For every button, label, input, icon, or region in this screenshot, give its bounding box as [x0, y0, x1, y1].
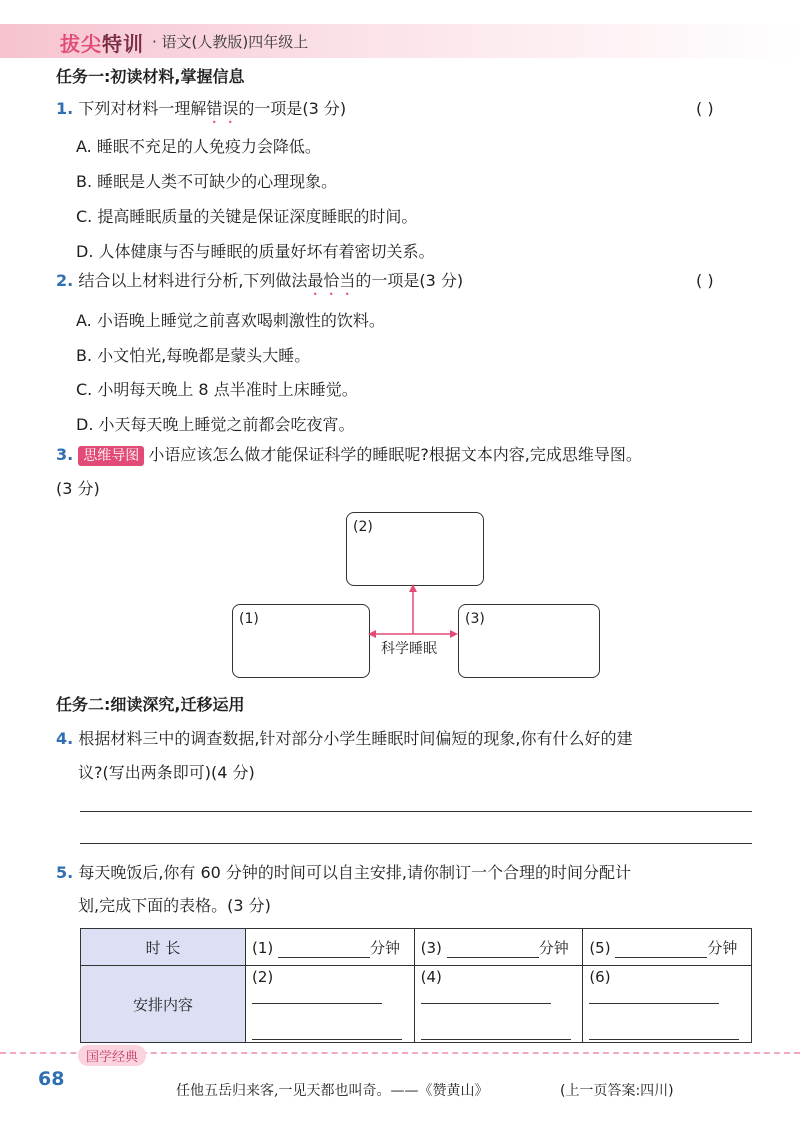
q1-option-b: B. 睡眠是人类不可缺少的心理现象。 — [76, 172, 338, 191]
mindmap-box-1[interactable]: (1) — [232, 604, 370, 678]
q2-option-d: D. 小天每天晚上睡觉之前都会吃夜宵。 — [76, 415, 355, 434]
book-info: · 语文(人教版)四年级上 — [152, 33, 309, 51]
question-2: 2. 结合以上材料进行分析,下列做法最恰当的一项是(3 分) — [56, 271, 464, 290]
q1-option-c: C. 提高睡眠质量的关键是保证深度睡眠的时间。 — [76, 207, 418, 226]
answer-line-1[interactable] — [80, 811, 752, 812]
content-cell-6[interactable]: (6) — [583, 966, 752, 1043]
question-3: 3. 思维导图 小语应该怎么做才能保证科学的睡眠呢?根据文本内容,完成思维导图。 — [56, 445, 642, 464]
question-3-score: (3 分) — [56, 479, 100, 498]
classics-tag: 国学经典 — [78, 1045, 146, 1066]
task1-title: 任务一:初读材料,掌握信息 — [56, 67, 245, 86]
mind-map-tag: 思维导图 — [78, 446, 144, 466]
answer-line-2[interactable] — [80, 843, 752, 844]
classic-quote: 任他五岳归来客,一见天都也叫奇。——《赞黄山》 — [176, 1083, 489, 1099]
duration-cell-1[interactable]: (1) 分钟 — [246, 929, 415, 966]
answer-blank-1[interactable]: ( ) — [696, 99, 714, 118]
question-5: 5. 每天晚饭后,你有 60 分钟的时间可以自主安排,请你制订一个合理的时间分配计 — [56, 863, 632, 882]
duration-cell-3[interactable]: (3) 分钟 — [414, 929, 583, 966]
time-plan-table — [80, 928, 752, 1043]
duration-cell-5[interactable]: (5) 分钟 — [583, 929, 752, 966]
q2-option-b: B. 小文怕光,每晚都是蒙头大睡。 — [76, 346, 311, 365]
q1-option-d: D. 人体健康与否与睡眠的质量好坏有着密切关系。 — [76, 242, 435, 261]
previous-answer: (上一页答案:四川) — [560, 1083, 674, 1099]
page-number: 68 — [38, 1068, 65, 1090]
q2-option-a: A. 小语晚上睡觉之前喜欢喝刺激性的饮料。 — [76, 311, 385, 330]
q2-option-c: C. 小明每天晚上 8 点半准时上床睡觉。 — [76, 380, 358, 399]
question-1: 1. 下列对材料一理解错误的一项是(3 分) — [56, 99, 347, 118]
content-header: 安排内容 — [81, 966, 246, 1043]
duration-header: 时 长 — [81, 929, 246, 966]
brand-logo: 拔尖特训 — [60, 32, 144, 56]
content-cell-4[interactable]: (4) — [414, 966, 583, 1043]
q1-option-a: A. 睡眠不充足的人免疫力会降低。 — [76, 137, 321, 156]
mindmap-center-label: 科学睡眠 — [381, 641, 437, 657]
task2-title: 任务二:细读深究,迁移运用 — [56, 695, 245, 714]
mindmap-arrows — [360, 584, 470, 644]
content-cell-2[interactable]: (2) — [246, 966, 415, 1043]
mindmap-box-3[interactable]: (3) — [458, 604, 600, 678]
answer-blank-2[interactable]: ( ) — [696, 271, 714, 290]
question-5-line2: 划,完成下面的表格。(3 分) — [78, 896, 271, 915]
mindmap-box-2[interactable]: (2) — [346, 512, 484, 586]
question-4: 4. 根据材料三中的调查数据,针对部分小学生睡眠时间偏短的现象,你有什么好的建 — [56, 729, 633, 748]
question-4-line2: 议?(写出两条即可)(4 分) — [78, 763, 255, 782]
